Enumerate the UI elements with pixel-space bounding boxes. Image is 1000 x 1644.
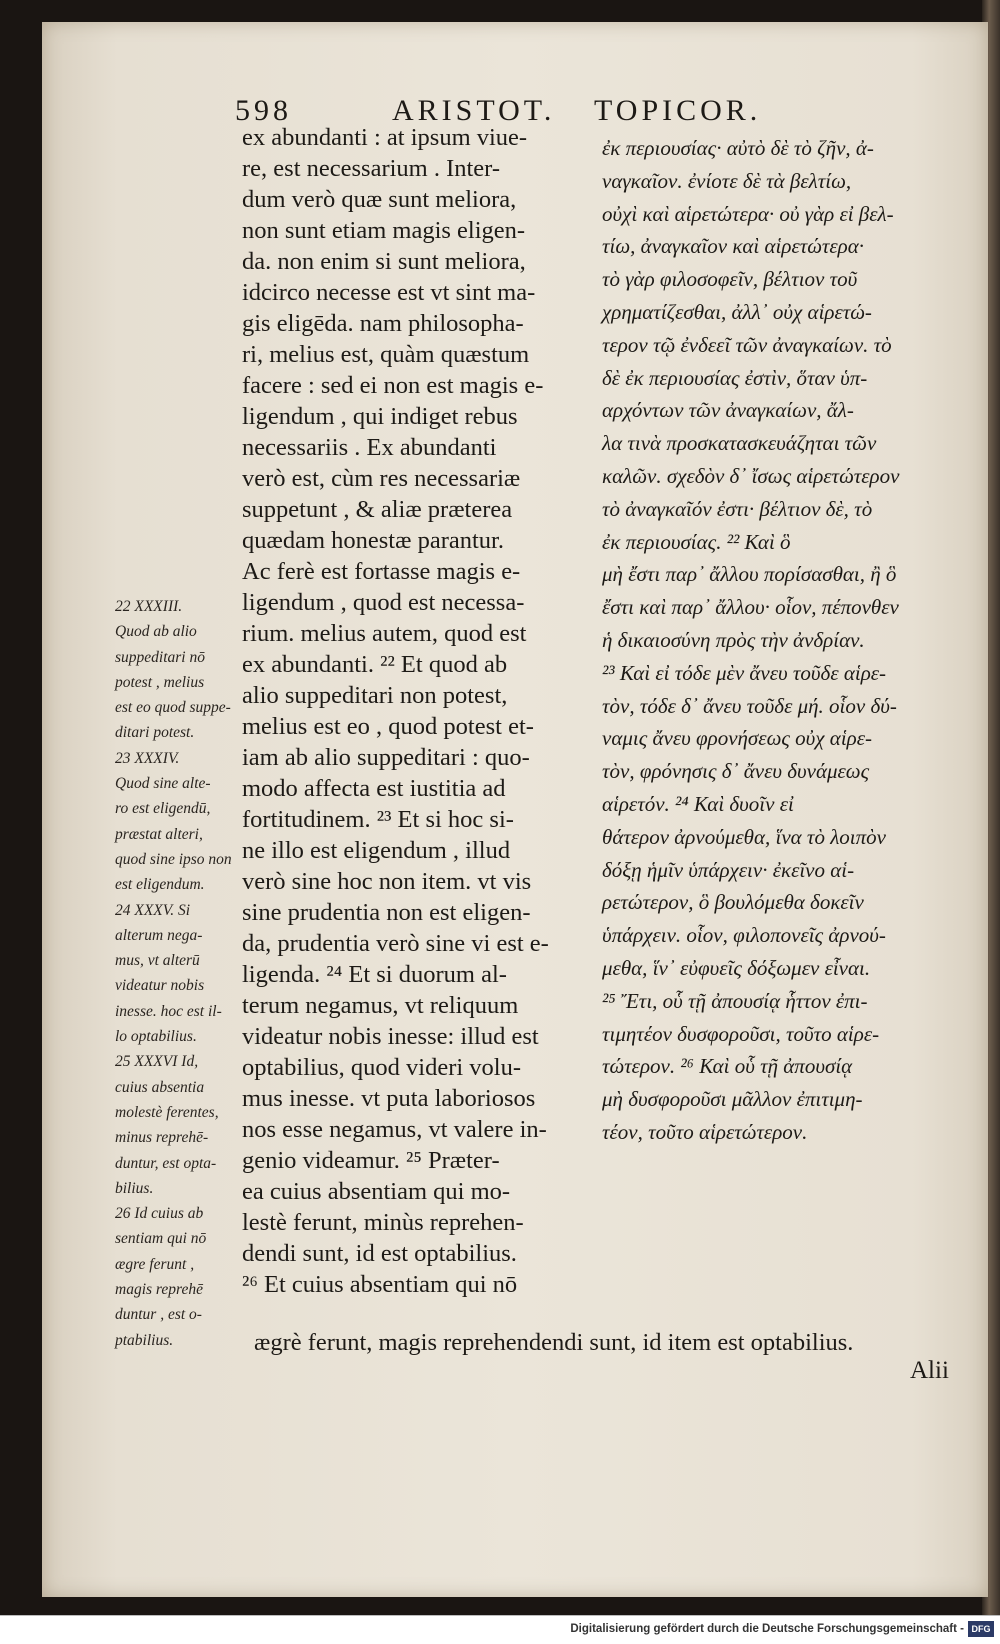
greek-text-line: χρηματίζεσθαι, ἀλλ᾽ οὐχ αἱρετώ- <box>602 299 872 324</box>
running-title-right: TOPICOR. <box>594 94 762 127</box>
marginal-note-line: alterum nega- <box>115 926 203 944</box>
book-page <box>42 22 988 1597</box>
latin-text-line: da. non enim si sunt meliora, <box>242 248 526 275</box>
latin-text-line: suppetunt , & aliæ præterea <box>242 496 513 523</box>
latin-text-line: ne illo est eligendum , illud <box>242 837 511 864</box>
greek-text-line: τὸ γὰρ φιλοσοφεῖν, βέλτιον τοῦ <box>602 267 858 292</box>
greek-text-line: ρετώτερον, ὃ βουλόμεθα δοκεῖν <box>602 890 864 915</box>
latin-text-line: sine prudentia non est eligen- <box>242 899 531 926</box>
greek-text-line: μὴ δυσφοροῦσι μᾶλλον ἐπιτιμη- <box>602 1087 863 1112</box>
greek-text-line: ²⁵ Ἔτι, οὗ τῇ ἀπουσίᾳ ἧττον ἐπι- <box>602 988 868 1013</box>
latin-text-line: verò est, cùm res necessariæ <box>242 465 521 492</box>
latin-text-line: facere : sed ei non est magis e- <box>242 372 544 399</box>
latin-text-line: fortitudinem. ²³ Et si hoc si- <box>242 806 514 833</box>
latin-text-line: quædam honestæ parantur. <box>242 527 504 554</box>
latin-text-line: optabilius, quod videri volu- <box>242 1054 521 1081</box>
greek-text-line: ²³ Καὶ εἰ τόδε μὲν ἄνευ τοῦδε αἱρε- <box>602 660 887 685</box>
marginal-note-line: duntur , est o- <box>115 1306 202 1324</box>
dfg-logo-icon: DFG <box>968 1621 994 1637</box>
latin-text-line: re, est necessarium . Inter- <box>242 155 501 182</box>
marginal-note-line: præstat alteri, <box>115 825 203 843</box>
greek-text-line: μὴ ἔστι παρ᾽ ἄλλου πορίσασθαι, ἢ ὃ <box>602 562 897 587</box>
latin-text-line: Ac ferè est fortasse magis e- <box>242 558 521 585</box>
latin-text-line: ea cuius absentiam qui mo- <box>242 1178 511 1205</box>
page-number: 598 <box>235 94 292 127</box>
marginal-note-line: 25 XXXVI Id, <box>115 1053 199 1071</box>
latin-column <box>242 122 627 1300</box>
footer-bar <box>0 1615 1000 1644</box>
latin-text-line: verò sine hoc non item. vt vis <box>242 868 532 895</box>
marginal-note-line: ptabilius. <box>115 1331 174 1349</box>
latin-text-line: mus inesse. vt puta laboriosos <box>242 1085 536 1112</box>
marginal-note-line: lo optabilius. <box>115 1028 197 1046</box>
catchword: Alii <box>910 1357 949 1384</box>
greek-text-line: ναγκαῖον. ἐνίοτε δὲ τὰ βελτίω, <box>602 168 852 193</box>
greek-text-line: μεθα, ἵν᾽ εὐφυεῖς δόξωμεν εἶναι. <box>602 955 871 980</box>
greek-text-line: αρχόντων τῶν ἀναγκαίων, ἄλ- <box>602 398 854 423</box>
marginal-note-line: bilius. <box>115 1179 154 1197</box>
marginal-note-line: 24 XXXV. Si <box>115 901 191 919</box>
greek-text-line: λα τινὰ προσκατασκευάζηται τῶν <box>602 431 877 456</box>
greek-text-line: δὲ ἐκ περιουσίας ἐστὶν, ὅταν ὑπ- <box>602 365 868 390</box>
marginal-note-line: 26 Id cuius ab <box>115 1205 204 1223</box>
greek-text-line: ἐκ περιουσίας. ²² Καὶ ὃ <box>602 529 791 554</box>
running-title-left: ARISTOT. <box>392 94 556 127</box>
latin-text-line: ligendum , qui indiget rebus <box>242 403 518 430</box>
greek-text-line: τίω, ἀναγκαῖον καὶ αἱρετώτερα· <box>602 234 865 259</box>
greek-text-line: τερον τῷ ἐνδεεῖ τῶν ἀναγκαίων. τὸ <box>602 332 892 357</box>
marginal-note-line: duntur, est opta- <box>115 1154 217 1172</box>
latin-text-line: gis eligēda. nam philosopha- <box>242 310 524 337</box>
greek-text-line: τὸν, τόδε δ᾽ ἄνευ τοῦδε μή. οἷον δύ- <box>602 693 897 718</box>
greek-text-line: ἡ δικαιοσύνη πρὸς τὴν ἀνδρίαν. <box>602 627 865 652</box>
greek-text-line: τὸ ἀναγκαῖόν ἐστι· βέλτιον δὲ, τὸ <box>602 496 873 521</box>
marginal-note-line: ro est eligendū, <box>115 800 211 818</box>
latin-text-line: lestè ferunt, minùs reprehen- <box>242 1209 524 1236</box>
greek-text-line: ναμις ἄνευ φρονήσεως οὐχ αἱρε- <box>602 726 872 751</box>
marginal-note-line: ditari potest. <box>115 724 195 742</box>
latin-text-line: nos esse negamus, vt valere in- <box>242 1116 547 1143</box>
latin-text-line: alio suppeditari non potest, <box>242 682 508 709</box>
latin-text-line: dendi sunt, id est optabilius. <box>242 1240 517 1267</box>
latin-text-line: da, prudentia verò sine vi est e- <box>242 930 549 957</box>
latin-text-line: ex abundanti : at ipsum viue- <box>242 124 528 151</box>
latin-text-line: melius est eo , quod potest et- <box>242 713 534 740</box>
latin-text-line: ²⁶ Et cuius absentiam qui nō <box>242 1271 518 1298</box>
latin-text-line: modo affecta est iustitia ad <box>242 775 506 802</box>
greek-text-line: ἐκ περιουσίας· αὐτὸ δὲ τὸ ζῆν, ἀ- <box>602 136 874 160</box>
latin-text-line: dum verò quæ sunt meliora, <box>242 186 517 213</box>
latin-text-line: idcirco necesse est vt sint ma- <box>242 279 536 306</box>
greek-text-line: θάτερον ἀρνούμεθα, ἵνα τὸ λοιπὸν <box>602 824 886 849</box>
latin-text-line: necessariis . Ex abundanti <box>242 434 497 461</box>
latin-text-line: non sunt etiam magis eligen- <box>242 217 526 244</box>
marginal-note-line: suppeditari nō <box>115 648 205 666</box>
marginal-note-line: sentiam qui nō <box>115 1230 207 1248</box>
greek-text-line: τέον, τοῦτο αἱρετώτερον. <box>602 1119 808 1144</box>
greek-text-line: δόξῃ ἡμῖν ὑπάρχειν· ἐκεῖνο αἱ- <box>602 857 855 882</box>
latin-text-line: rium. melius autem, quod est <box>242 620 527 647</box>
marginal-note-line: Quod sine alte- <box>115 775 211 793</box>
latin-text-line: iam ab alio suppeditari : quo- <box>242 744 530 771</box>
greek-text-line: τώτερον. ²⁶ Καὶ οὗ τῇ ἀπουσίᾳ <box>602 1054 853 1079</box>
marginal-note-line: videatur nobis <box>115 977 205 995</box>
marginal-note-line: 23 XXXIV. <box>115 749 180 767</box>
latin-text-line: ri, melius est, quàm quæstum <box>242 341 530 368</box>
marginal-notes <box>115 594 245 1353</box>
marginal-note-line: mus, vt alterū <box>115 952 200 970</box>
latin-text-line: ligendum , quod est necessa- <box>242 589 525 616</box>
latin-full-width-line: ægrè ferunt, magis reprehendendi sunt, id item est optabilius. <box>254 1329 854 1356</box>
marginal-note-line: magis reprehē <box>115 1281 203 1299</box>
latin-text-line: terum negamus, vt reliquum <box>242 992 519 1019</box>
greek-column <box>602 132 982 1149</box>
footer-credit: Digitalisierung gefördert durch die Deutsche Forschungsgemeinschaft - <box>570 1623 964 1635</box>
greek-text-line: οὐχὶ καὶ αἱρετώτερα· οὐ γὰρ εἰ βελ- <box>602 201 894 226</box>
greek-text-line: ὑπάρχειν. οἷον, φιλοπονεῖς ἀρνού- <box>602 923 886 948</box>
marginal-note-line: minus reprehē- <box>115 1129 209 1147</box>
greek-text-line: τιμητέον δυσφοροῦσι, τοῦτο αἱρε- <box>602 1021 880 1046</box>
marginal-note-line: 22 XXXIII. <box>115 598 183 615</box>
marginal-note-line: Quod ab alio <box>115 623 197 641</box>
marginal-note-line: est eo quod suppe- <box>115 699 231 717</box>
latin-text-line: videatur nobis inesse: illud est <box>242 1023 539 1050</box>
latin-text-line: ligenda. ²⁴ Et si duorum al- <box>242 961 507 988</box>
latin-text-line: ex abundanti. ²² Et quod ab <box>242 651 508 678</box>
marginal-note-line: molestè ferentes, <box>115 1103 219 1121</box>
latin-text-line: genio videamur. ²⁵ Præter- <box>242 1147 500 1174</box>
greek-text-line: τὸν, φρόνησις δ᾽ ἄνευ δυνάμεως <box>602 759 870 784</box>
greek-text-line: ἔστι καὶ παρ᾽ ἄλλου· οἷον, πέπονθεν <box>602 595 899 620</box>
marginal-note-line: quod sine ipso non <box>115 850 232 868</box>
marginal-note-line: cuius absentia <box>115 1078 205 1096</box>
marginal-note-line: inesse. hoc est il- <box>115 1002 222 1020</box>
greek-text-line: καλῶν. σχεδὸν δ᾽ ἴσως αἱρετώτερον <box>602 463 900 488</box>
marginal-note-line: potest , melius <box>115 673 205 691</box>
marginal-note-line: ægre ferunt , <box>115 1255 195 1273</box>
greek-text-line: αἱρετόν. ²⁴ Καὶ δυοῖν εἰ <box>602 791 794 816</box>
marginal-note-line: est eligendum. <box>115 876 205 894</box>
